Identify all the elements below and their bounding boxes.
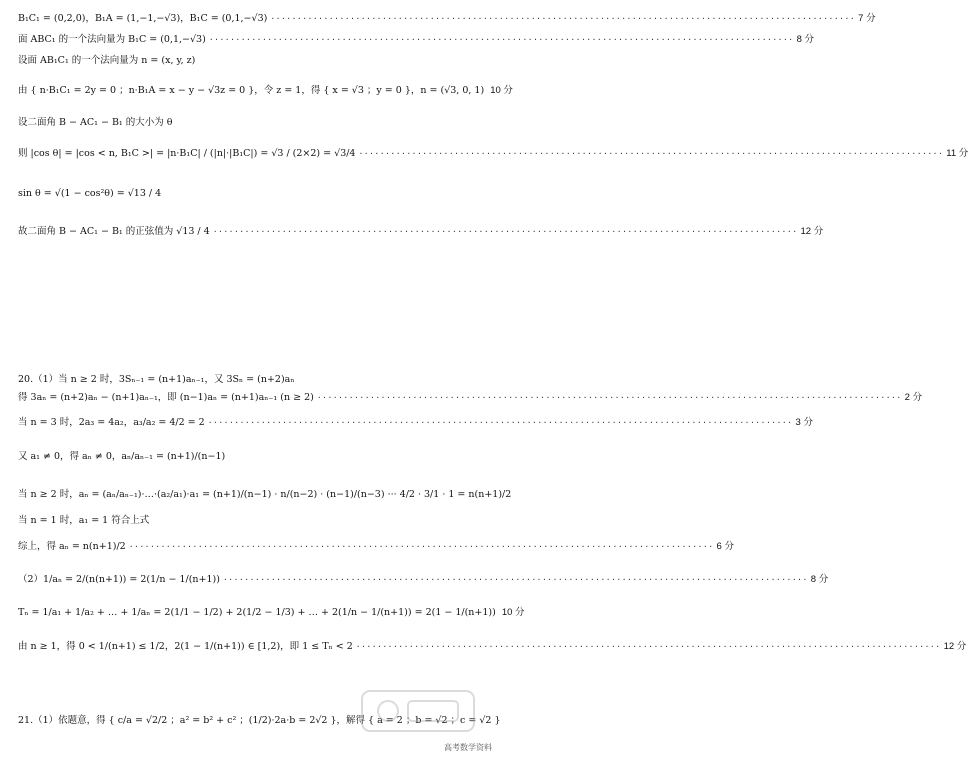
leader-dots: ·············································································································· (207, 418, 793, 427)
score-label: 10 分 (490, 85, 513, 96)
leader-dots: ·············································································································· (222, 575, 808, 584)
line-text: 由 { n·B₁C₁ = 2y = 0 ；n·B₁A = x − y − √3z = 0 }，令 z = 1，得 { x = √3 ；y = 0 }，n = (√3, 0, 1) (18, 85, 485, 96)
line-1 (18, 12, 876, 26)
score-label: 8 分 (796, 34, 815, 45)
line-text: Tₙ = 1/a₁ + 1/a₂ + … + 1/aₙ = 2(1/1 − 1/2) + 2(1/2 − 1/3) + … + 2(1/n − 1/(n+1)) = 2(1 − 1/(n+1)) (18, 607, 496, 618)
line-text: 则 |cos θ| = |cos < n, B₁C >| = |n·B₁C| / (|n|·|B₁C|) = √3 / (2×2) = √3/4 (18, 148, 356, 159)
line-2 (18, 33, 815, 47)
leader-dots: ·············································································································· (270, 14, 856, 23)
score-label: 7 分 (858, 13, 876, 24)
leader-dots: ·············································································································· (316, 393, 902, 402)
score-label: 3 分 (795, 417, 813, 428)
line-17 (18, 606, 525, 620)
watermark-text: 高考数学资料 (444, 743, 492, 752)
line-6 (18, 147, 968, 161)
line-text: 21.（1）依题意，得 { c/a = √2/2 ；a² = b² + c² ；(1/2)·2a·b = 2√2 }，解得 { a = 2 ；b = √2 ；c = √2 } (18, 715, 501, 726)
line-text: B₁C₁ = (0,2,0)，B₁A = (1,−1,−√3)，B₁C = (0,1,−√3) (18, 13, 268, 24)
line-text: 20.（1）当 n ≥ 2 时，3Sₙ₋₁ = (n+1)aₙ₋₁，又 3Sₙ = (n+2)aₙ (18, 374, 295, 385)
line-11 (18, 416, 813, 430)
line-13 (18, 488, 512, 502)
line-text: 当 n = 1 时，a₁ = 1 符合上式 (18, 515, 150, 526)
score-label: 12 分 (943, 641, 967, 652)
line-text: （2）1/aₙ = 2/(n(n+1)) = 2(1/n − 1/(n+1)) (18, 574, 220, 585)
line-10 (18, 391, 923, 405)
leader-dots: ·············································································································· (212, 227, 798, 236)
leader-dots: ·············································································································· (208, 35, 794, 44)
score-label: 2 分 (904, 392, 923, 403)
leader-dots: ·············································································································· (358, 149, 944, 158)
watermark-logo (358, 685, 478, 749)
score-label: 11 分 (946, 148, 968, 159)
leader-dots: ·············································································································· (128, 542, 714, 551)
line-text: 得 3aₙ = (n+2)aₙ − (n+1)aₙ₋₁，即 (n−1)aₙ = (n+1)aₙ₋₁ (n ≥ 2) (18, 392, 314, 403)
line-16 (18, 573, 829, 587)
line-14 (18, 514, 470, 528)
line-text: 综上，得 aₙ = n(n+1)/2 (18, 541, 126, 552)
line-text: 故二面角 B − AC₁ − B₁ 的正弦值为 √13 / 4 (18, 226, 210, 237)
score-label: 10 分 (501, 607, 525, 618)
line-5 (18, 116, 470, 130)
line-9 (18, 373, 470, 387)
line-text: 当 n ≥ 2 时，aₙ = (aₙ/aₙ₋₁)·…·(a₂/a₁)·a₁ = (n+1)/(n−1) · n/(n−2) · (n−1)/(n−3) ··· 4/2 · 3/1 · 1 = n(n+1)/2 (18, 489, 512, 500)
line-text: 由 n ≥ 1，得 0 < 1/(n+1) ≤ 1/2，2(1 − 1/(n+1)) ∈ [1,2)，即 1 ≤ Tₙ < 2 (18, 641, 353, 652)
score-label: 8 分 (810, 574, 829, 585)
line-8 (18, 225, 824, 239)
line-18 (18, 640, 967, 654)
line-4 (18, 84, 513, 98)
line-text: 面 ABC₁ 的一个法向量为 B₁C = (0,1,−√3) (18, 34, 206, 45)
line-text: 设二面角 B − AC₁ − B₁ 的大小为 θ (18, 117, 173, 128)
line-text: sin θ = √(1 − cos²θ) = √13 / 4 (18, 188, 162, 199)
line-text: 设面 AB₁C₁ 的一个法向量为 n = (x, y, z) (18, 55, 196, 66)
line-text: 当 n = 3 时，2a₃ = 4a₂，a₃/a₂ = 4/2 = 2 (18, 417, 205, 428)
line-15 (18, 540, 734, 554)
leader-dots: ·············································································································· (355, 642, 941, 651)
line-7 (18, 187, 470, 201)
line-12 (18, 450, 470, 464)
score-label: 12 分 (800, 226, 824, 237)
line-text: 又 a₁ ≠ 0，得 aₙ ≠ 0，aₙ/aₙ₋₁ = (n+1)/(n−1) (18, 451, 226, 462)
line-3 (18, 54, 470, 68)
score-label: 6 分 (716, 541, 734, 552)
